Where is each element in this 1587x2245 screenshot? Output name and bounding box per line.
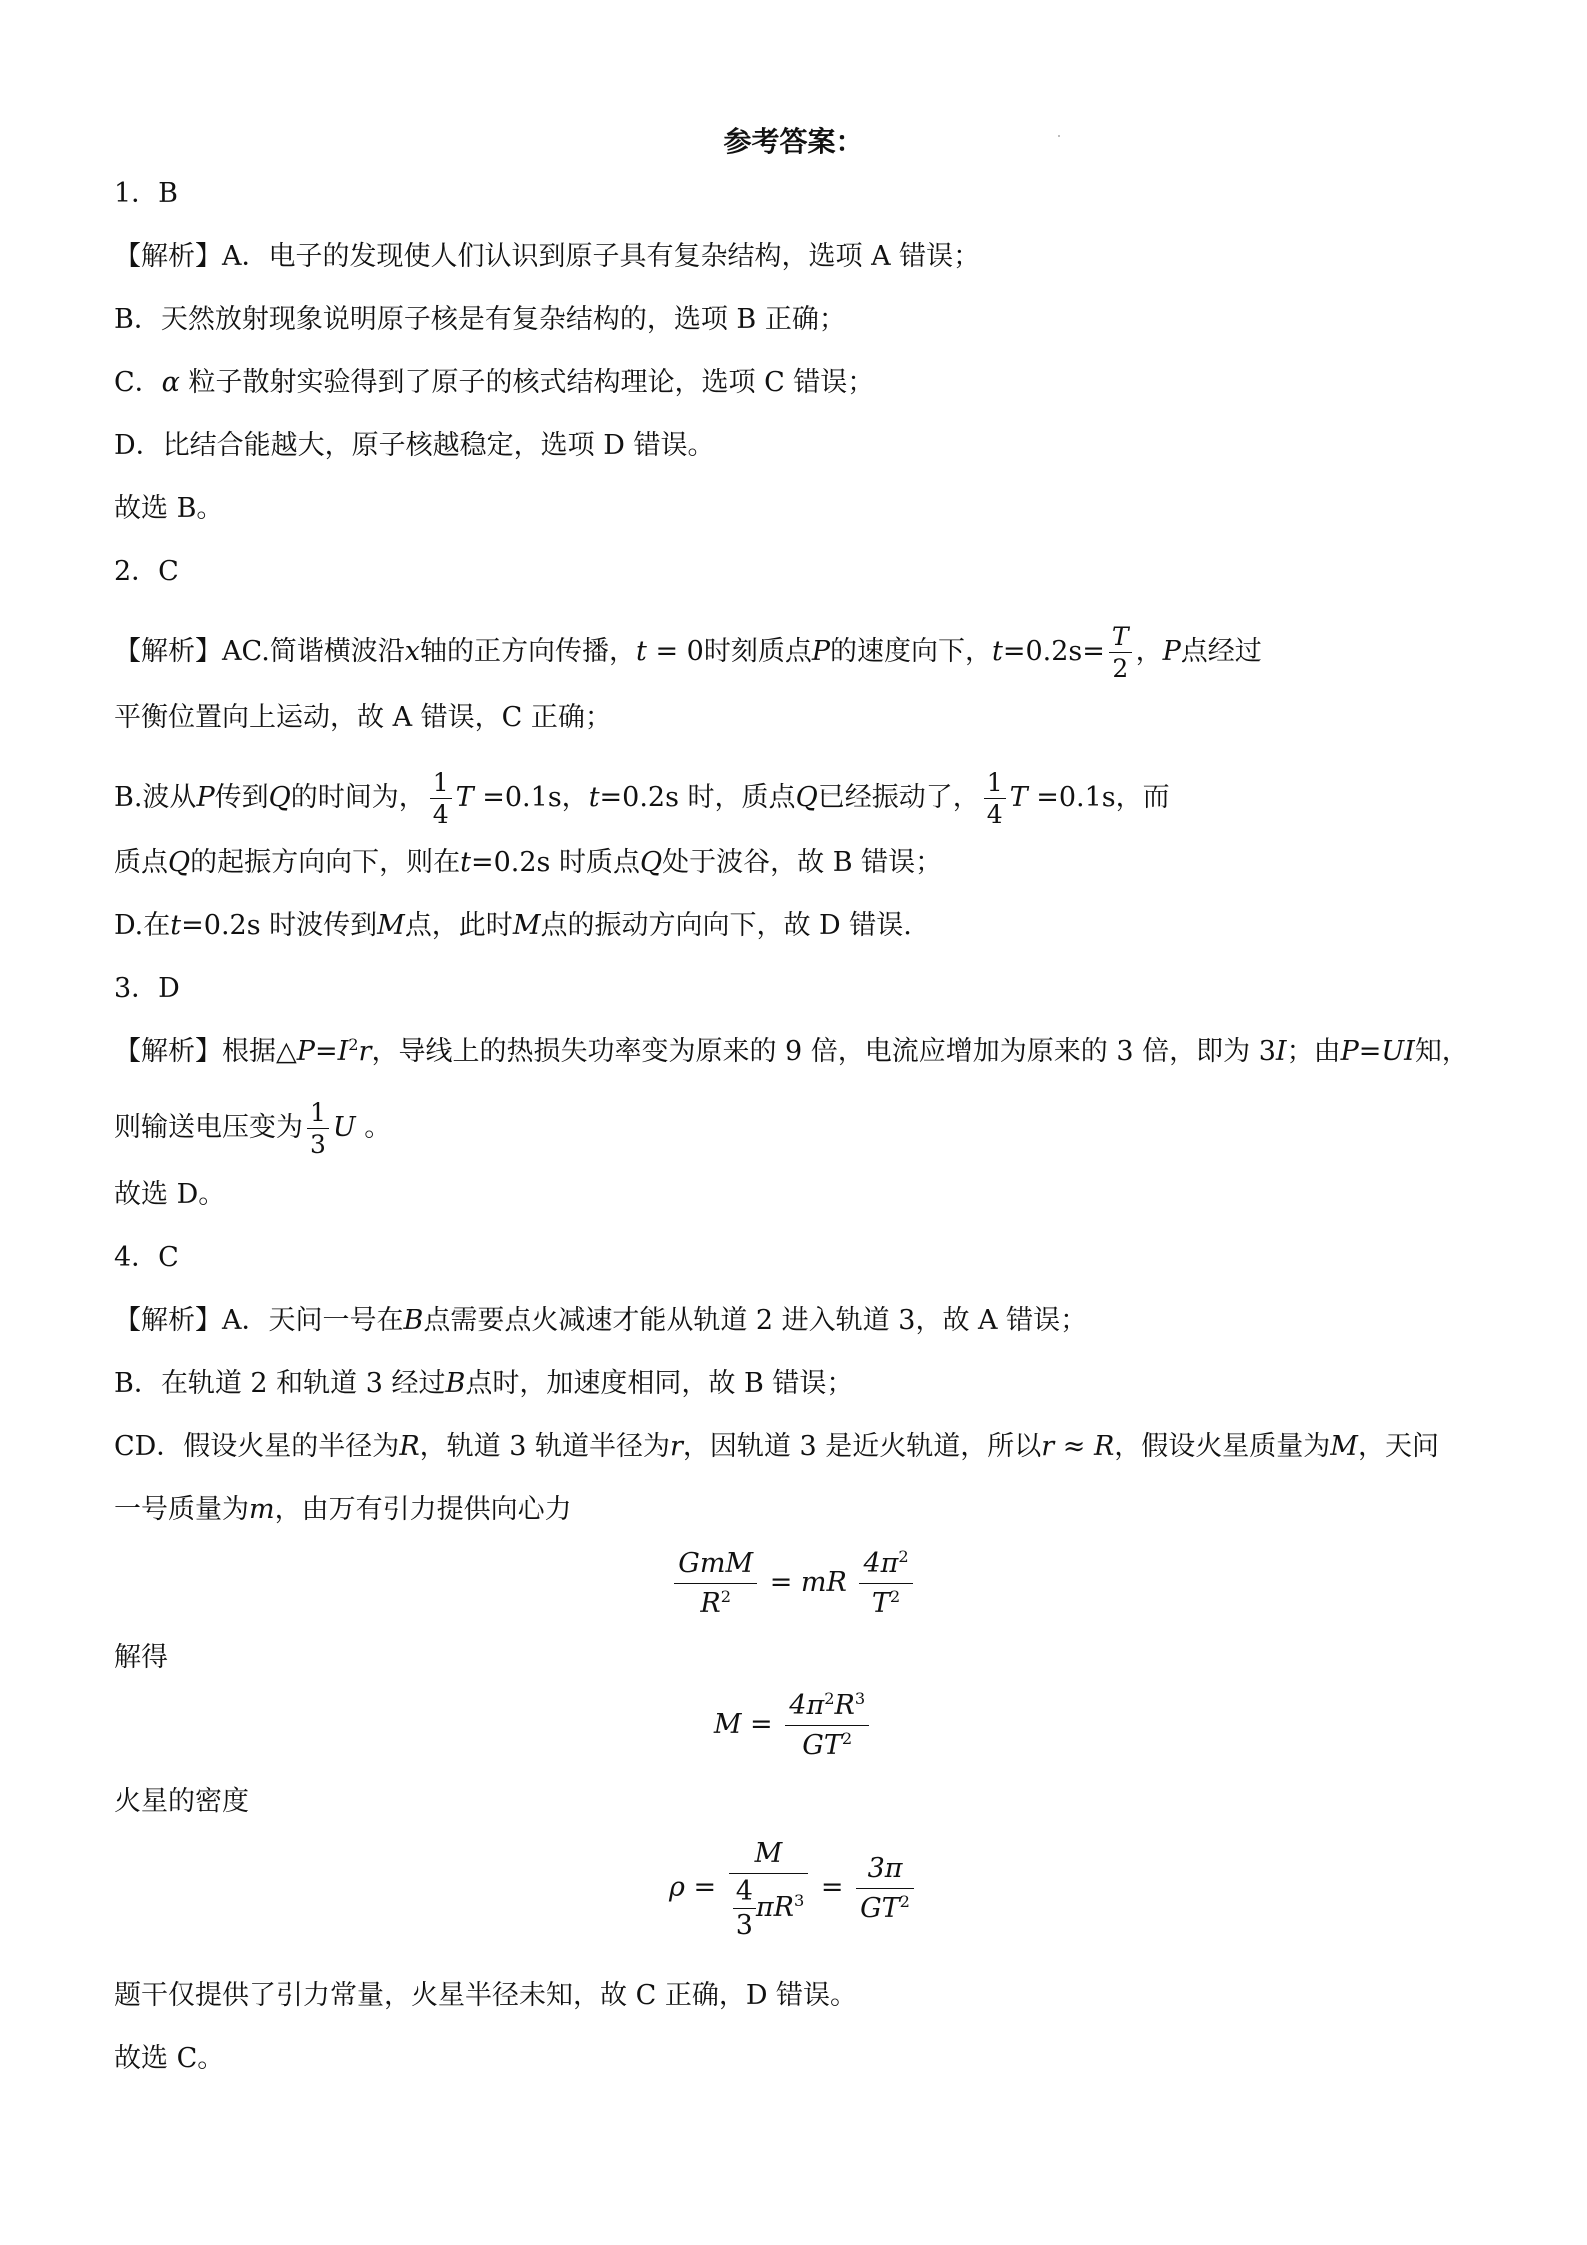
q3-analysis-line-2: 则输送电压变为 $\frac{1}{3}$ U 。 — [114, 1098, 392, 1159]
fraction-T-over-2: $\frac{T}{2}$ — [1109, 624, 1132, 681]
equation-density: ρ = M $\frac{4}{3}$ $\pi R^3$ = $\frac{3\pi}{GT^2}$ — [0, 1838, 1587, 1939]
page-title: 参考答案： — [723, 125, 864, 158]
q4-analysis-line-4: 一号质量为m，由万有引力提供向心力 — [114, 1494, 572, 1525]
q4-conclusion: 故选 C。 — [114, 2043, 225, 2074]
fraction-one-third: $\frac{1}{3}$ — [307, 1100, 329, 1157]
q1-conclusion: 故选 B。 — [114, 493, 224, 524]
q2-analysis-line-2: 平衡位置向上运动，故 A 错误，C 正确； — [114, 702, 612, 733]
q4-analysis-line-1: 【解析】A．天问一号在B点需要点火减速才能从轨道 2 进入轨道 3，故 A 错误； — [114, 1305, 1088, 1336]
q4-analysis-conclusion: 题干仅提供了引力常量，火星半径未知，故 C 正确，D 错误。 — [114, 1980, 858, 2011]
q1-analysis-line-2: B．天然放射现象说明原子核是有复杂结构的，选项 B 正确； — [114, 304, 846, 335]
q3-answer: 3．D — [114, 973, 180, 1004]
q2-analysis-line-5: D.在t=0.2s 时波传到M点，此时M点的振动方向向下，故 D 错误. — [114, 910, 912, 941]
q3-conclusion: 故选 D。 — [114, 1179, 226, 1210]
fraction-one-quarter-2: $\frac{1}{4}$ — [984, 770, 1006, 827]
q2-analysis-line-3: B.波从P传到Q的时间为， $\frac{1}{4}$ T =0.1s，t=0.2s 时，质点Q已经振动了， $\frac{1}{4}$ T =0.1s，而 — [114, 768, 1170, 829]
q3-analysis-line-1: 【解析】根据$\triangle P=I^2r$，导线上的热损失功率变为原来的 9 倍，电流应增加为原来的 3 倍，即为 3I；由P=UI知， — [114, 1035, 1469, 1067]
equation-gravity: $\frac{\text{GmM}}{R^2}$ = mR $\frac{4\pi^2}{T^2}$ — [0, 1548, 1587, 1619]
q4-answer: 4．C — [114, 1242, 179, 1273]
q4-solve-label: 解得 — [114, 1642, 168, 1673]
q1-analysis-line-1: 【解析】A．电子的发现使人们认识到原子具有复杂结构，选项 A 错误； — [114, 241, 981, 272]
q2-answer: 2．C — [114, 556, 179, 587]
q2-analysis-line-4: 质点Q的起振方向向下，则在t=0.2s 时质点Q处于波谷，故 B 错误； — [114, 847, 943, 878]
stray-dot — [1058, 135, 1060, 137]
q1-analysis-line-3: C．α 粒子散射实验得到了原子的核式结构理论，选项 C 错误； — [114, 367, 875, 398]
q1-analysis-line-4: D．比结合能越大，原子核越稳定，选项 D 错误。 — [114, 430, 715, 461]
q1-answer: 1．B — [114, 178, 179, 209]
fraction-one-quarter: $\frac{1}{4}$ — [430, 770, 452, 827]
equation-mass: M = $\frac{4\pi^2R^3}{GT^2}$ — [0, 1690, 1587, 1761]
q4-analysis-line-3: CD．假设火星的半径为R，轨道 3 轨道半径为r，因轨道 3 是近火轨道，所以r ≈ R，假设火星质量为M，天问 — [114, 1431, 1439, 1462]
q4-density-label: 火星的密度 — [114, 1786, 249, 1817]
q4-analysis-line-2: B．在轨道 2 和轨道 3 经过B点时，加速度相同，故 B 错误； — [114, 1368, 854, 1399]
q2-analysis-line-1: 【解析】AC.简谐横波沿x轴的正方向传播，t = 0时刻质点P的速度向下，t=0.2s= $\frac{T}{2}$ ，P点经过 — [114, 622, 1262, 683]
